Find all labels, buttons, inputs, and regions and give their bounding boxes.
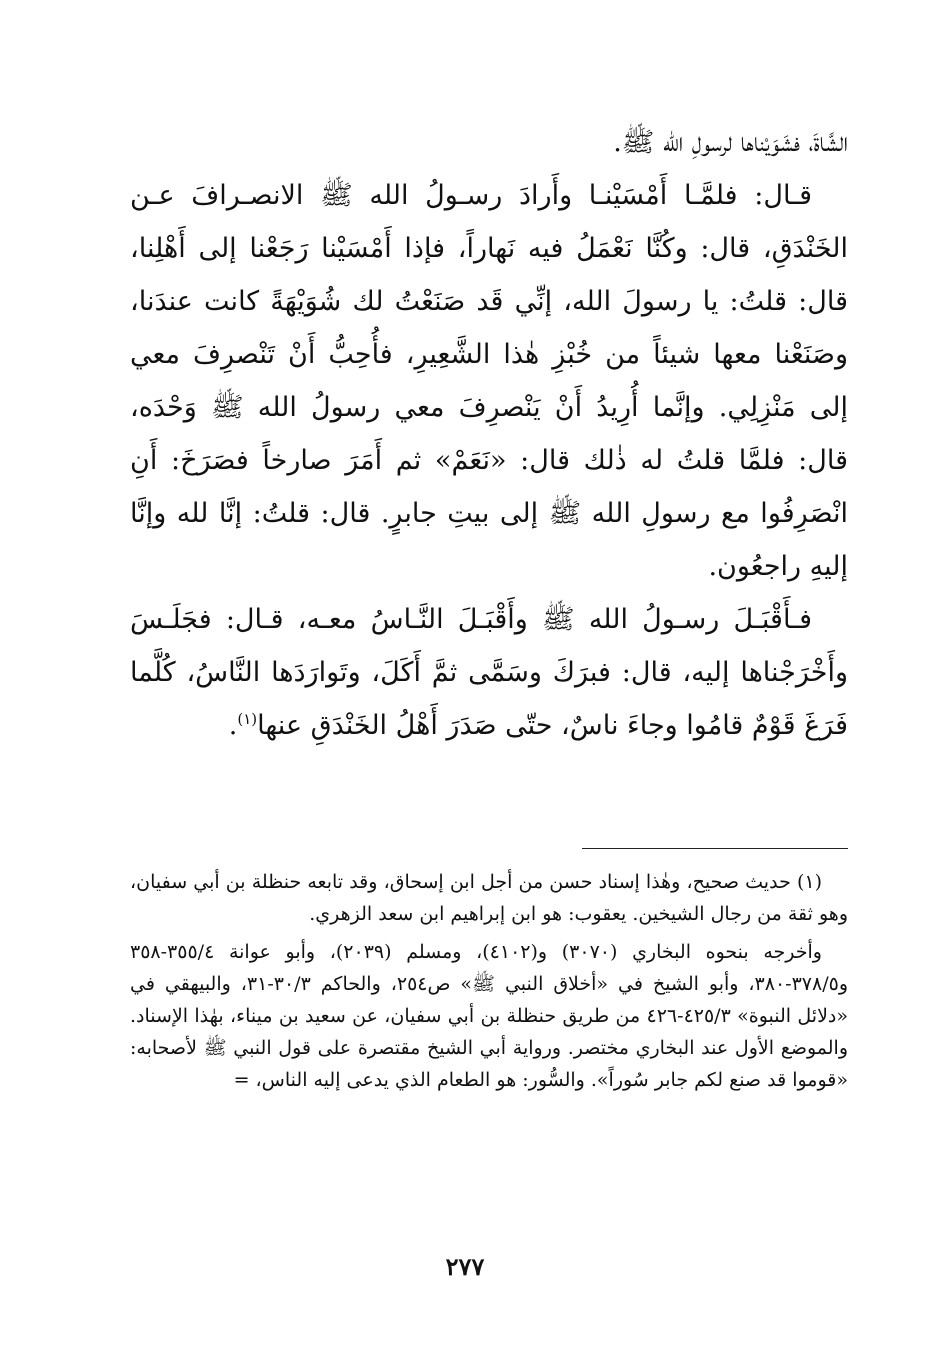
end-mark: . [228,710,238,741]
main-paragraph: قـال: فلمَّـا أَمْسَيْنـا وأَرادَ رسـولُ الله ﷺ الانصـرافَ عـن الخَنْدَقِ، قال: وكُنَّا نَعْمَلُ فيه نَهاراً، فإذا أَمْسَيْنا رَجَعْنا إلى أَهْلِنا، قال: قلتُ: يا رسولَ الله، إنِّي قَد صَنَعْتُ لك شُوَيْهَةً كانت عندَنا، وصَنَعْنا معها شيئاً من خُبْزِ هٰذا الشَّعِيرِ، فأُحِبُّ أَنْ تَنْصرِفَ معي إلى مَنْزِلِي. وإنَّما أُرِيدُ أَنْ يَنْصرِفَ معي رسولُ الله ﷺ وَحْدَه، قال: فلمَّا قلتُ له ذٰلك قال: «نَعَمْ» ثم أَمَرَ صارخاً فصَرَخَ: أَنِ انْصَرِفُوا مع رسولِ الله ﷺ إلى بيتِ جابرٍ. قال: قلتُ: إنَّا لله وإنَّا إليهِ راجعُون. [130,180,849,582]
footnote-paragraph: وأخرجه بنحوه البخاري (٣٠٧٠) و(٤١٠٢)، ومسلم (٢٠٣٩)، وأبو عوانة ٣٥٥/٤-٣٥٨ و٣٧٨/٥-٣٨٠، وأبو الشيخ في «أخلاق النبي ﷺ» ص٢٥٤، والحاكم ٣٠/٣-٣١، والبيهقي في «دلائل النبوة» ٤٢٥/٣-٤٢٦ من طريق حنظلة بن أبي سفيان، عن سعيد بن ميناء، بهٰذا الإسناد. والموضع الأول عند البخاري مختصر. ورواية أبي الشيخ مقتصرة على قول النبي ﷺ لأصحابه: «قوموا قد صنع لكم جابر سُوراً». والسُّور: هو الطعام الذي يدعى إليه الناس، = [130,941,849,1091]
page-number: ٢٧٧ [445,1252,485,1281]
main-paragraph: الشَّاةَ، فشَوَيْناها لرسولِ الله ﷺ. [613,127,848,158]
main-paragraph-text: فـأَقْبَـلَ رسـولُ الله ﷺ وأَقْبَـلَ النَّـاسُ معـه، قـال: فجَلَـسَ وأَخْرَجْناها إليه، قال: فبرَكَ وسَمَّى ثمَّ أَكَلَ، وتَوارَدَها النَّاسُ، كُلَّما فَرَغَ قَوْمٌ قامُوا وجاءَ ناسٌ، حتّى صَدَرَ أَهْلُ الخَنْدَقِ عنها [130,604,848,741]
footnote-paragraph: (١) حديث صحيح، وهٰذا إسناد حسن من أجل ابن إسحاق، وقد تابعه حنظلة بن أبي سفيان، وهو ثقة من رجال الشيخين. يعقوب: هو ابن إبراهيم ابن سعد الزهري. [130,871,848,925]
footnote-divider [582,848,848,849]
footnotes [130,866,848,1096]
footnote-reference: (١) [237,710,258,728]
main-paragraph [130,593,848,752]
main-text [130,116,848,752]
